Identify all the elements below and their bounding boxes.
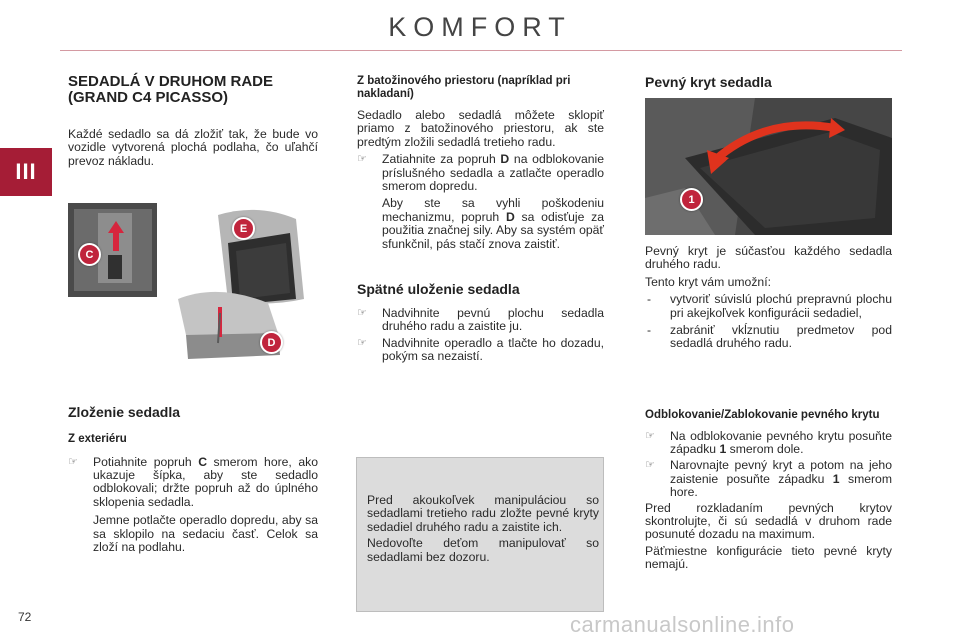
unlock-bullet: ☞ Na odblokovanie pevného krytu posuňte západku 1 smerom dole. [645, 428, 892, 456]
return-bullet: ☞ Nadvihnite operadlo a tlačte ho dozadu, pokým sa nezaistí. [357, 335, 604, 364]
exterior-heading: Z exteriéru [68, 433, 127, 445]
cover-heading: Pevný kryt sedadla [645, 74, 772, 90]
label-c: C [78, 243, 101, 266]
note-text: Pred akoukoľvek manipuláciou so sedadlami tretieho radu zložte pevné kryty sedadiel druhého radu a zaistite ich. [367, 493, 599, 534]
cover-intro: Pevný kryt je súčasťou každého sedadla druhého radu. [645, 244, 892, 272]
hand-icon: ☞ [68, 455, 78, 468]
cover-photo [645, 98, 892, 235]
cover-heading-block [645, 74, 892, 90]
label-e: E [232, 217, 255, 240]
chapter-tab: III [0, 148, 52, 196]
note-text: Nedovoľte deťom manipulovať so sedadlami bez dozoru. [367, 536, 599, 564]
hand-icon: ☞ [357, 336, 367, 349]
boot-bullet: ☞ Zatiahnite za popruh D na odblokovanie príslušného sedadla a zatlačte operadlo smerom dopredu. [357, 152, 604, 194]
strap-d-ref: D [505, 209, 515, 224]
unlock-section [645, 409, 892, 572]
watermark: carmanualsonline.info [570, 612, 795, 637]
folding-heading: Zloženie sedadla [68, 404, 181, 420]
cover-illustration [645, 98, 892, 235]
allows-item: - zabrániť vkĺznutiu predmetov pod sedadlá druhého radu. [647, 323, 892, 351]
hand-icon: ☞ [357, 307, 367, 320]
intro-text: Každé sedadlo sa dá zložiť tak, že bude vo vozidle vytvorená plochá podlaha, čo uľahčí prevoz nákladu. [68, 127, 318, 168]
section-heading: SEDADLÁ V DRUHOM RADE (GRAND C4 PICASSO) [68, 73, 274, 106]
page-number: 72 [18, 610, 32, 624]
header-divider [60, 50, 902, 51]
hand-icon: ☞ [645, 459, 655, 472]
check-para: Pred rozkladaním pevných krytov skontrolujte, či sú sedadlá v druhom rade posunuté dozadu na maximum. [645, 500, 892, 542]
return-heading: Spätné uloženie sedadla [357, 281, 520, 298]
strap-d-ref: D [500, 152, 510, 167]
boot-heading: Z batožinového priestoru (napríklad pri nakladaní) [357, 75, 571, 100]
allows-item: - vytvoriť súvislú plochú prepravnú plochu pri akejkoľvek konfigurácii sedadiel, [647, 292, 892, 320]
return-bullet: ☞ Nadvihnite pevnú plochu sedadla druhého radu a zaistite ju. [357, 306, 604, 334]
seat-photo [68, 203, 316, 360]
exterior-bullet: ☞ Potiahnite popruh C smerom hore, ako ukazuje šípka, aby ste sedadlo odblokovali; držte popruh až do úplného sklopenia sedadla. [68, 454, 318, 509]
boot-intro: Sedadlo alebo sedadlá môžete sklopiť priamo z batožinového priestoru, ak ste predtým zložili sedadlá tretieho radu. [357, 108, 604, 149]
unlock-bullet: ☞ Narovnajte pevný kryt a potom na jeho zaistenie posuňte západku 1 smerom hore. [645, 458, 892, 500]
unlock-heading: Odblokovanie/Zablokovanie pevného krytu [645, 409, 880, 421]
config-para: Päťmiestne konfigurácie tieto pevné kryty nemajú. [645, 543, 892, 572]
allows-intro: Tento kryt vám umožní: [645, 274, 771, 289]
hand-icon: ☞ [645, 429, 655, 442]
exterior-para: Jemne potlačte operadlo dopredu, aby sa sa sklopilo na sedaciu časť. Celok sa zloží na podlahu. [93, 513, 318, 554]
hand-icon: ☞ [357, 153, 367, 166]
page-title: KOMFORT [388, 12, 572, 42]
middle-column [357, 75, 604, 364]
strap-c-ref: C [198, 454, 207, 469]
note-box [356, 457, 604, 612]
boot-para: Aby ste sa vyhli poškodeniu mechanizmu, popruh D sa odisťuje za použitia značnej sily. Aby sa systém opäť sfunkčnil, pás stačí znova zaistiť. [382, 196, 604, 251]
cover-text [645, 245, 892, 351]
label-1: 1 [680, 188, 703, 211]
left-column [68, 74, 318, 168]
folding-section [68, 404, 318, 554]
label-d: D [260, 331, 283, 354]
